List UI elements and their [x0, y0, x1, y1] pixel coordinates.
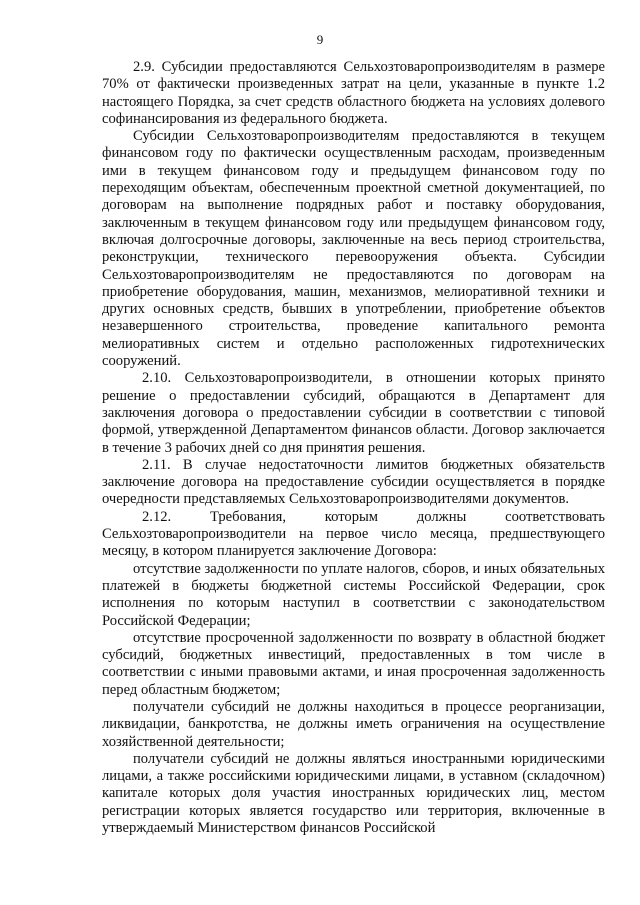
page-number: 9 — [316, 32, 324, 47]
document-body — [102, 59, 605, 837]
requirement-no-overdue-debt: отсутствие просроченной задолженности по возврату в областной бюджет субсидий, бюджетных инвестиций, предоставленных в том числе в соответствии с иными правовыми актами, и иная просроченная задолженность перед областным бюджетом; — [102, 629, 605, 698]
requirement-no-tax-debt: отсутствие задолженности по уплате налогов, сборов, и иных обязательных платежей в бюджеты бюджетной системы Российской Федерации, срок исполнения по которым наступил в соответствии с законодательством Российской Федерации; — [102, 560, 605, 629]
paragraph-2-10: 2.10. Сельхозтоваропроизводители, в отношении которых принято решение о предоставлении субсидий, обращаются в Департамент для заключения договора о предоставлении субсидии в соответствии с типовой формой, утвержденной Департаментом финансов области. Договор заключается в течение 3 рабочих дней со дня принятия решения. — [102, 370, 605, 456]
paragraph-2-9: 2.9. Субсидии предоставляются Сельхозтоваропроизводителям в размере 70% от фактически произведенных затрат на цели, указанные в пункте 1.2 настоящего Порядка, за счет средств областного бюджета на условиях долевого софинансирования из федерального бюджета. — [102, 59, 605, 127]
paragraph-2-11: 2.11. В случае недостаточности лимитов бюджетных обязательств заключение договора на предоставление субсидии осуществляется в порядке очередности представляемых Сельхозтоваропроизводителями документов. — [102, 456, 605, 508]
paragraph-subsidy-conditions: Субсидии Сельхозтоваропроизводителям предоставляются в текущем финансовом году по фактически осуществленным расходам, произведенным ими в текущем финансовом году и предыдущем финансовом году по переходящим объектам, обеспеченным проектной сметной документацией, по договорам на выполнение подрядных работ и поставку оборудования, заключенным в текущем финансовом году или предыдущем финансовом году, включая долгосрочные договоры, заключенные на весь период строительства, реконструкции, технического перевооружения объекта. Субсидии Сельхозтоваропроизводителям не предоставляются по договорам на приобретение оборудования, машин, механизмов, мелиоративной техники и других основных средств, бывших в употреблении, приобретение объектов незавершенного строительства, проведение капитального ремонта мелиоративных систем и отдельно расположенных гидротехнических сооружений. — [102, 128, 605, 370]
requirement-no-reorganization: получатели субсидий не должны находиться в процессе реорганизации, ликвидации, банкротства, не должны иметь ограничения на осуществление хозяйственной деятельности; — [102, 698, 605, 750]
requirement-not-foreign: получатели субсидий не должны являться иностранными юридическими лицами, а также российскими юридическими лицами, в уставном (складочном) капитале которых доля участия иностранных юридических лиц, местом регистрации которых является государство или территория, включенные в утверждаемый Министерством финансов Российской — [102, 750, 605, 837]
paragraph-2-12: 2.12. Требования, которым должны соответствовать Сельхозтоваропроизводители на первое число месяца, предшествующего месяцу, в котором планируется заключение Договора: — [102, 508, 605, 560]
